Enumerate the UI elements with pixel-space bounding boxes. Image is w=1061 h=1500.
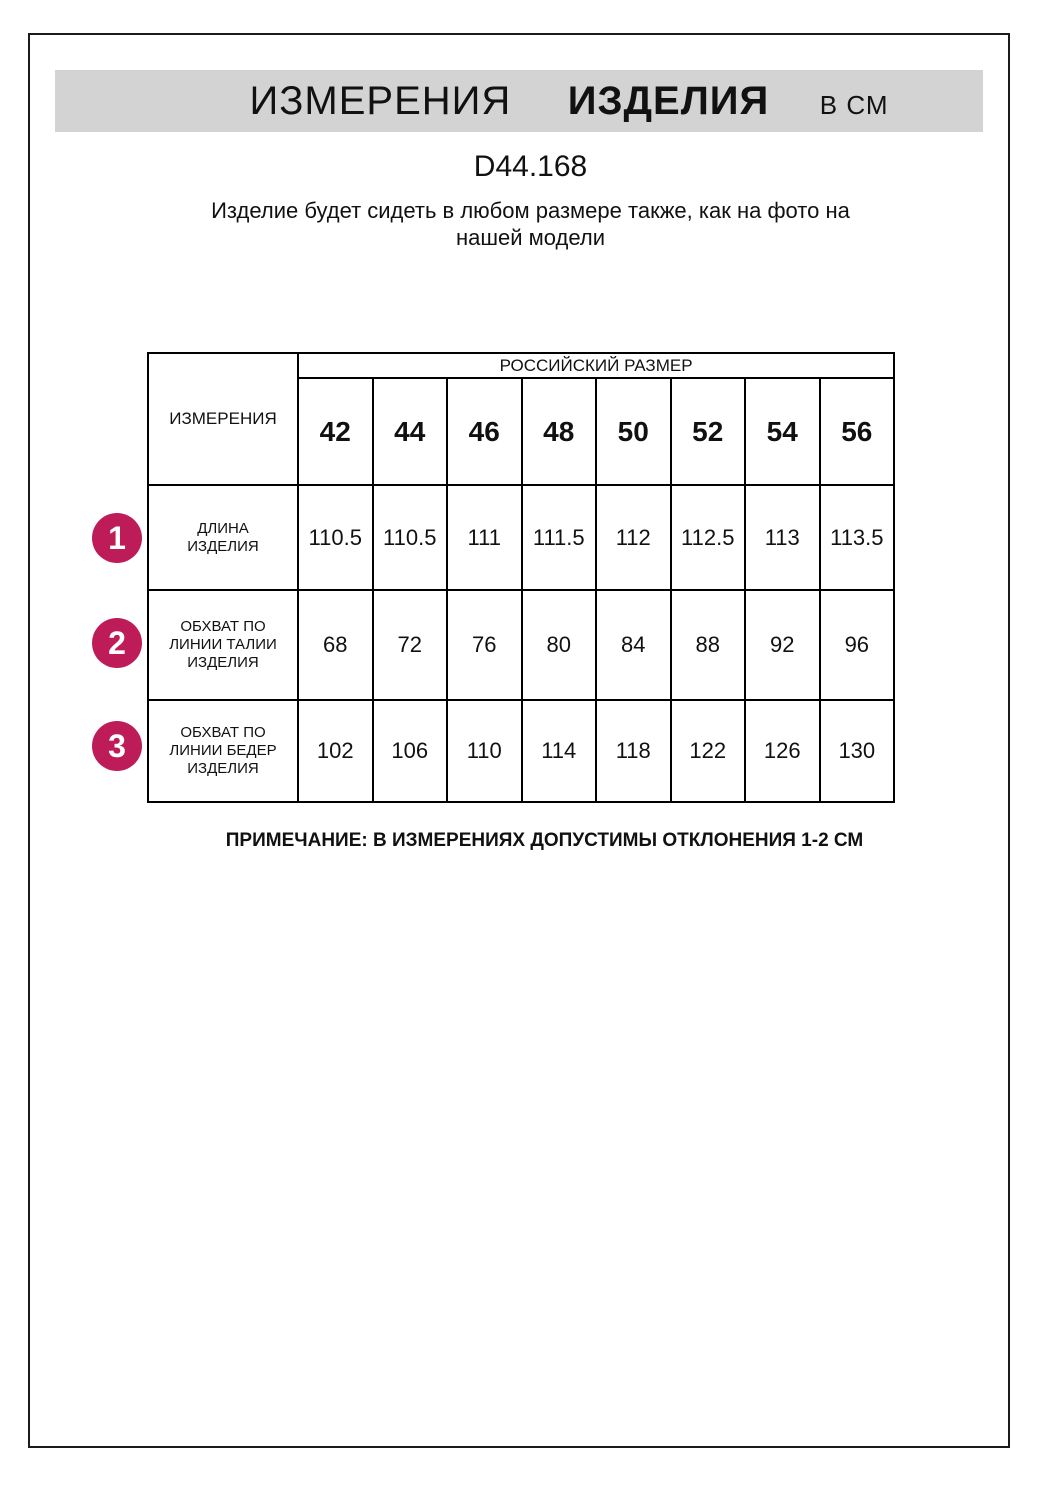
- value-cell: 110.5: [373, 485, 448, 590]
- size-header-cell: 46: [447, 378, 522, 485]
- value-cell: 84: [596, 590, 671, 700]
- corner-header-cell: ИЗМЕРЕНИЯ: [148, 353, 298, 485]
- product-code: D44.168: [473, 150, 588, 183]
- value-cell: 76: [447, 590, 522, 700]
- value-cell: 114: [522, 700, 597, 802]
- row-number-badge-1: 1: [92, 513, 142, 563]
- russian-size-header-cell: РОССИЙСКИЙ РАЗМЕР: [298, 353, 894, 378]
- size-table: [147, 352, 895, 803]
- value-cell: 111: [447, 485, 522, 590]
- value-cell: 106: [373, 700, 448, 802]
- row-label-cell: [148, 485, 298, 590]
- value-cell: 92: [745, 590, 820, 700]
- row-label-cell: [148, 700, 298, 802]
- page-title-product: ИЗДЕЛИЯ: [567, 79, 770, 123]
- value-cell: 96: [820, 590, 895, 700]
- value-cell: 110: [447, 700, 522, 802]
- size-header-cell: 48: [522, 378, 597, 485]
- value-cell: 113.5: [820, 485, 895, 590]
- page-title-units: В СМ: [819, 90, 889, 120]
- size-header-cell: 50: [596, 378, 671, 485]
- size-header-cell: 42: [298, 378, 373, 485]
- tolerance-note: ПРИМЕЧАНИЕ: В ИЗМЕРЕНИЯХ ДОПУСТИМЫ ОТКЛОНЕНИЯ 1-2 СМ: [225, 830, 864, 851]
- value-cell: 118: [596, 700, 671, 802]
- value-cell: 111.5: [522, 485, 597, 590]
- row-label: ДЛИНА ИЗДЕЛИЯ: [187, 519, 259, 555]
- row-number-badge-2: 2: [92, 618, 142, 668]
- value-cell: 80: [522, 590, 597, 700]
- table-row-group-header: [148, 353, 894, 378]
- value-cell: 102: [298, 700, 373, 802]
- table-row-length: [148, 485, 894, 590]
- value-cell: 113: [745, 485, 820, 590]
- size-table-container: [147, 352, 895, 803]
- value-cell: 72: [373, 590, 448, 700]
- fit-note: [0, 197, 1061, 251]
- row-label-cell: [148, 590, 298, 700]
- value-cell: 68: [298, 590, 373, 700]
- title-band: [55, 70, 983, 132]
- size-header-cell: 44: [373, 378, 448, 485]
- value-cell: 122: [671, 700, 746, 802]
- size-header-cell: 54: [745, 378, 820, 485]
- value-cell: 112: [596, 485, 671, 590]
- table-row-waist: [148, 590, 894, 700]
- page-title-measurements: ИЗМЕРЕНИЯ: [249, 79, 512, 123]
- value-cell: 112.5: [671, 485, 746, 590]
- row-number-badge-3: 3: [92, 721, 142, 771]
- value-cell: 130: [820, 700, 895, 802]
- value-cell: 126: [745, 700, 820, 802]
- row-label: ОБХВАТ ПО ЛИНИИ ТАЛИИ ИЗДЕЛИЯ: [169, 618, 277, 671]
- size-header-cell: 52: [671, 378, 746, 485]
- table-row-hips: [148, 700, 894, 802]
- fit-note-text: Изделие будет сидеть в любом размере также, как на фото на нашей модели: [211, 198, 850, 250]
- value-cell: 88: [671, 590, 746, 700]
- value-cell: 110.5: [298, 485, 373, 590]
- size-header-cell: 56: [820, 378, 895, 485]
- page-title: [250, 70, 889, 141]
- row-label: ОБХВАТ ПО ЛИНИИ БЕДЕР ИЗДЕЛИЯ: [169, 724, 277, 777]
